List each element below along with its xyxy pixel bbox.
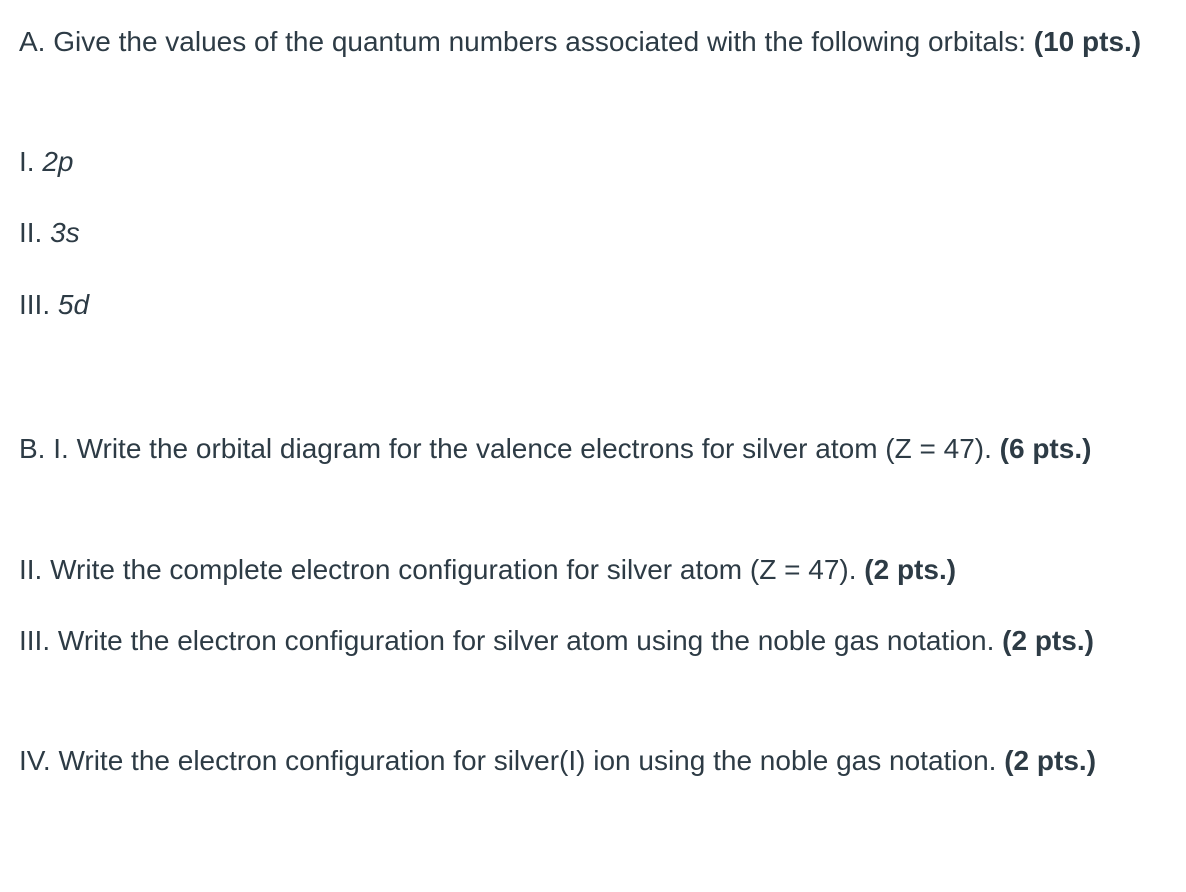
question-a-text: A. Give the values of the quantum numbers associated with the following orbitals: xyxy=(19,26,1026,57)
item-numeral: II. xyxy=(19,217,51,248)
question-points: (2 pts.) xyxy=(864,554,957,585)
question-text: III. Write the electron configuration for silver atom using the noble gas notation. xyxy=(19,625,1003,656)
question-b-item-1 xyxy=(19,425,1169,473)
question-points: (2 pts.) xyxy=(1004,745,1097,776)
item-numeral: III. xyxy=(19,289,58,320)
orbital-label: 3s xyxy=(50,217,80,248)
question-a-item-2 xyxy=(19,209,1169,257)
question-text: IV. Write the electron configuration for silver(I) ion using the noble gas notation. xyxy=(19,745,1005,776)
question-b-item-3 xyxy=(19,617,1169,665)
question-points: (6 pts.) xyxy=(999,433,1092,464)
question-a-prompt xyxy=(19,18,1169,66)
question-a-item-3 xyxy=(19,281,1169,329)
question-text: B. I. Write the orbital diagram for the valence electrons for silver atom (Z = 47). xyxy=(19,433,1000,464)
item-numeral: I. xyxy=(19,146,43,177)
question-b-item-2 xyxy=(19,546,1169,594)
question-a-points: (10 pts.) xyxy=(1033,26,1142,57)
question-points: (2 pts.) xyxy=(1002,625,1094,656)
orbital-label: 2p xyxy=(42,146,74,177)
question-b-item-4 xyxy=(19,737,1169,785)
question-text: II. Write the complete electron configuration for silver atom (Z = 47). xyxy=(19,554,865,585)
question-a-item-1 xyxy=(19,138,1169,186)
orbital-label: 5d xyxy=(57,289,90,320)
